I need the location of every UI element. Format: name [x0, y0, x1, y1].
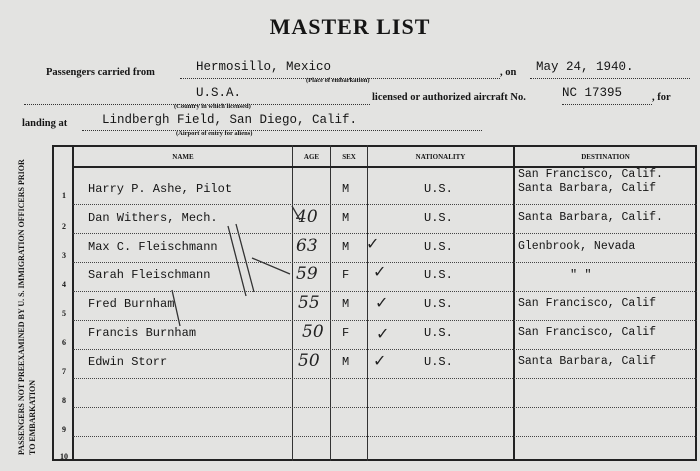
passenger-nationality: U.S. — [424, 211, 453, 225]
passenger-destination: " " — [570, 268, 592, 282]
passenger-age: 40 — [296, 207, 318, 227]
row-number: 5 — [62, 309, 66, 318]
label-for: , for — [652, 92, 671, 103]
passenger-name: Harry P. Ashe, Pilot — [88, 182, 233, 196]
country-caption: (Country in which licensed) — [174, 103, 251, 110]
embark-caption: (Place of embarkation) — [306, 77, 370, 84]
passenger-nationality: U.S. — [424, 268, 453, 282]
check-mark-icon: ✓ — [373, 262, 387, 281]
passenger-nationality: U.S. — [424, 297, 453, 311]
row-number: 1 — [62, 191, 66, 200]
passenger-name: Francis Burnham — [88, 326, 197, 340]
country-licensed: U.S.A. — [196, 86, 242, 100]
row-number: 3 — [62, 251, 66, 260]
passenger-name: Max C. Fleischmann — [88, 240, 218, 254]
aircraft-number: NC 17395 — [562, 86, 623, 100]
passenger-age: 55 — [298, 293, 320, 313]
passenger-name: Sarah Fleischmann — [88, 268, 211, 282]
page-title: MASTER LIST — [269, 14, 431, 39]
row-number: 9 — [62, 425, 66, 434]
passenger-age: 50 — [302, 322, 324, 342]
row-number: 7 — [62, 367, 66, 376]
passenger-destination: San Francisco, Calif — [518, 297, 657, 310]
passenger-age: 59 — [296, 264, 318, 284]
label-landing-at: landing at — [22, 118, 68, 129]
column-header-nationality: NATIONALITY — [415, 153, 466, 161]
passenger-sex: M — [342, 355, 350, 369]
check-mark-icon: ✓ — [376, 324, 390, 343]
passenger-destination: Santa Barbara, Calif — [518, 355, 657, 368]
column-header-age: AGE — [303, 153, 320, 161]
row-number: 2 — [62, 222, 66, 231]
side-note: PASSENGERS NOT PREEXAMINED BY U. S. IMMIGRATION OFFICERS PRIOR TO EMBARKATION — [17, 159, 37, 455]
row-number: 6 — [62, 338, 66, 347]
passenger-nationality: U.S. — [424, 182, 453, 196]
passenger-nationality: U.S. — [424, 326, 453, 340]
passenger-destination: Glenbrook, Nevada — [518, 240, 636, 253]
column-header-destination: DESTINATION — [581, 153, 630, 161]
column-header-sex: SEX — [342, 153, 356, 161]
label-on: , on — [500, 67, 517, 78]
column-header-name: NAME — [172, 153, 194, 161]
passenger-name: Fred Burnham — [88, 297, 175, 311]
row-number: 10 — [60, 452, 68, 461]
passenger-destination: Santa Barbara, Calif. — [518, 211, 663, 224]
row-number: 4 — [62, 280, 66, 289]
label-licensed: licensed or authorized aircraft No. — [372, 92, 526, 103]
check-mark-icon: ✓ — [366, 234, 380, 253]
passenger-sex: F — [342, 326, 350, 340]
passenger-name: Dan Withers, Mech. — [88, 211, 218, 225]
label-passengers-from: Passengers carried from — [46, 67, 155, 78]
embark-place: Hermosillo, Mexico — [196, 60, 332, 74]
passenger-sex: M — [342, 240, 350, 254]
passenger-sex: M — [342, 297, 350, 311]
embark-date: May 24, 1940. — [536, 60, 634, 74]
passenger-nationality: U.S. — [424, 355, 453, 369]
passenger-sex: M — [342, 211, 350, 225]
airport-caption: (Airport of entry for aliens) — [176, 130, 253, 137]
passenger-destination-second: Santa Barbara, Calif — [518, 182, 657, 195]
check-mark-icon: ✓ — [373, 351, 387, 370]
airport-of-entry: Lindbergh Field, San Diego, Calif. — [102, 113, 358, 127]
passenger-age: 50 — [298, 351, 320, 371]
passenger-destination: San Francisco, Calif. — [518, 168, 663, 181]
passenger-sex: M — [342, 182, 350, 196]
passenger-nationality: U.S. — [424, 240, 453, 254]
check-mark-icon: ✓ — [375, 293, 389, 312]
passenger-destination: San Francisco, Calif — [518, 326, 657, 339]
passenger-age: 63 — [296, 236, 318, 256]
passenger-sex: F — [342, 268, 350, 282]
row-number: 8 — [62, 396, 66, 405]
passenger-name: Edwin Storr — [88, 355, 168, 369]
